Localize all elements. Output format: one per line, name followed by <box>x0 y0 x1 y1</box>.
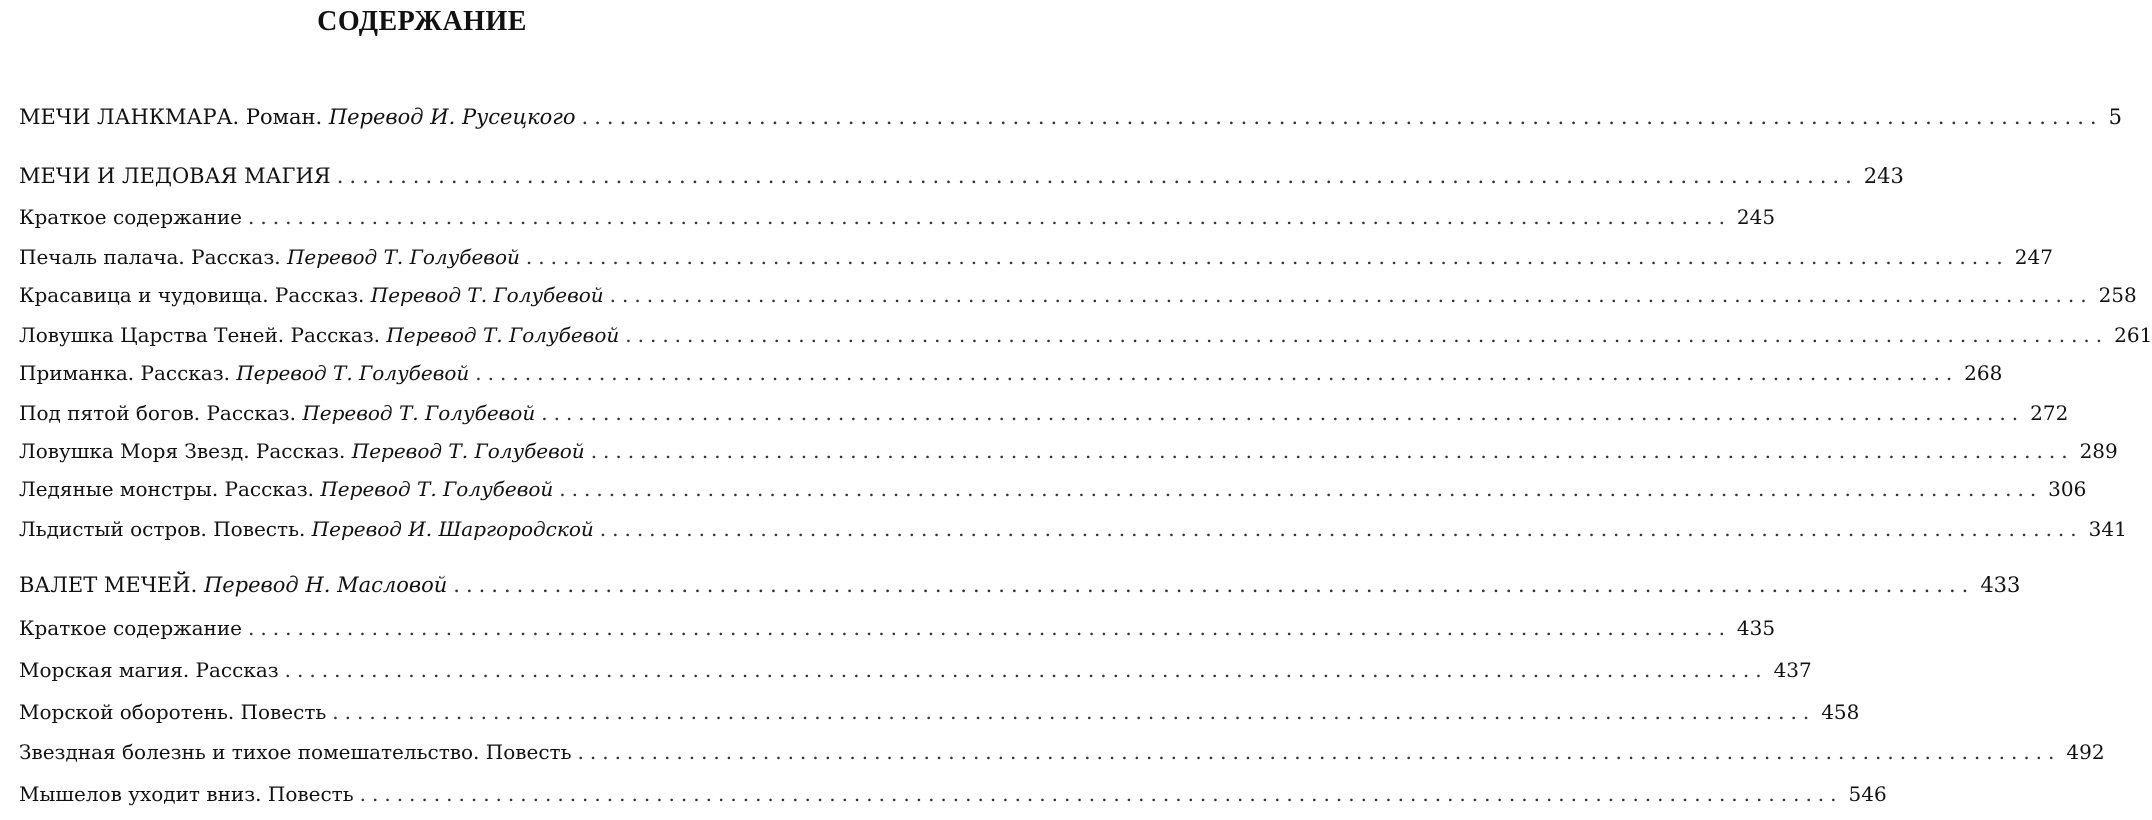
toc-entry[interactable] <box>19 507 2127 541</box>
toc-entry-page-number: 435 <box>1736 616 1776 640</box>
toc-entry-title <box>19 285 604 305</box>
toc-entry[interactable] <box>19 195 1776 229</box>
toc-entry-label: Льдистый остров. Повесть. <box>19 517 312 541</box>
toc-entry-page-number: 458 <box>1821 700 1860 724</box>
toc-entry[interactable] <box>19 96 2122 129</box>
toc-entry-page-number: 437 <box>1773 658 1812 682</box>
toc-entry-label: ВАЛЕТ МЕЧЕЙ. <box>19 573 204 597</box>
toc-entry-title <box>19 107 576 128</box>
dot-leader: ........................................................................................................................ <box>599 517 2083 541</box>
toc-entry-title <box>19 441 585 461</box>
toc-entry-title <box>19 784 354 804</box>
toc-entry-page-number: 272 <box>2030 401 2069 425</box>
dot-leader: ........................................................................................................................ <box>609 283 2093 307</box>
toc-entry-translator: Перевод Т. Голубевой <box>302 401 536 425</box>
toc-entry-label: Морской оборотень. Повесть <box>19 700 327 724</box>
dot-leader: ........................................................................................................................ <box>525 245 2009 269</box>
toc-entry-title <box>19 618 242 638</box>
toc-entry-label: Под пятой богов. Рассказ. <box>19 401 303 425</box>
toc-entry-label: Красавица и чудовища. Рассказ. <box>19 283 371 307</box>
toc-entry-label: Звездная болезнь и тихое помешательство. Повесть <box>19 740 572 764</box>
dot-leader: ........................................................................................................................ <box>625 323 2109 347</box>
toc-entry[interactable] <box>19 564 2021 597</box>
toc-entry-translator: Перевод Т. Голубевой <box>320 477 554 501</box>
dot-leader: ........................................................................................................................ <box>577 740 2061 764</box>
toc-entry[interactable] <box>19 351 2003 385</box>
toc-entry[interactable] <box>19 273 2137 307</box>
dot-leader: ........................................................................................................................ <box>248 616 1731 640</box>
toc-entry-page-number: 258 <box>2098 283 2137 307</box>
toc-entry-title <box>19 479 553 499</box>
toc-entry-translator: Перевод Т. Голубевой <box>236 361 470 385</box>
toc-entry[interactable] <box>19 235 2053 269</box>
dot-leader: ........................................................................................................................ <box>284 658 1768 682</box>
toc-entry-title <box>19 363 469 383</box>
toc-entry-title <box>19 660 279 680</box>
toc-entry-title <box>19 575 447 596</box>
toc-entry-title <box>19 702 326 722</box>
toc-entry-page-number: 261 <box>2114 323 2152 347</box>
toc-entry-label: Приманка. Рассказ. <box>19 361 237 385</box>
toc-entry-translator: Перевод И. Шаргородской <box>311 517 594 541</box>
toc-entry-page-number: 5 <box>2108 105 2122 129</box>
toc-entry-translator: Перевод Т. Голубевой <box>351 439 585 463</box>
toc-entry-page-number: 433 <box>1980 573 2021 597</box>
toc-entry-title <box>19 519 594 539</box>
toc-entry[interactable] <box>19 648 1812 682</box>
dot-leader: ........................................................................................................................ <box>359 782 1843 806</box>
toc-entry-page-number: 289 <box>2079 439 2118 463</box>
toc-entry-translator: Перевод Т. Голубевой <box>286 245 520 269</box>
dot-leader: ........................................................................................................................ <box>581 105 2103 129</box>
dot-leader: ........................................................................................................................ <box>475 361 1959 385</box>
toc-entry-title <box>19 207 242 227</box>
toc-entry-page-number: 243 <box>1863 164 1904 188</box>
toc-entry-label: Краткое содержание <box>19 205 243 229</box>
toc-entry-page-number: 268 <box>1964 361 2003 385</box>
toc-entry-page-number: 492 <box>2066 740 2105 764</box>
toc-entry-translator: Перевод И. Русецкого <box>328 105 576 129</box>
toc-entry[interactable] <box>19 730 2105 764</box>
dot-leader: ........................................................................................................................ <box>248 205 1731 229</box>
toc-entry[interactable] <box>19 772 1887 806</box>
toc-entry-label: Мышелов уходит вниз. Повесть <box>19 782 354 806</box>
dot-leader: ........................................................................................................................ <box>336 164 1858 188</box>
toc-entry-translator: Перевод Н. Масловой <box>203 573 448 597</box>
toc-entry-title <box>19 403 535 423</box>
toc-entry[interactable] <box>19 690 1860 724</box>
toc-entry-label: МЕЧИ И ЛЕДОВАЯ МАГИЯ <box>19 164 331 188</box>
toc-entry-page-number: 245 <box>1736 205 1776 229</box>
page-title: СОДЕРЖАНИЕ <box>317 6 527 37</box>
toc-entry-label: Краткое содержание <box>19 616 243 640</box>
toc-entry[interactable] <box>19 155 1904 188</box>
dot-leader: ........................................................................................................................ <box>590 439 2074 463</box>
toc-entry-title <box>19 166 331 187</box>
toc-entry-label: Морская магия. Рассказ <box>19 658 279 682</box>
toc-entry-translator: Перевод Т. Голубевой <box>370 283 604 307</box>
toc-entry-title <box>19 325 619 345</box>
dot-leader: ........................................................................................................................ <box>453 573 1975 597</box>
toc-entry[interactable] <box>19 606 1776 640</box>
toc-entry-label: Ледяные монстры. Рассказ. <box>19 477 321 501</box>
toc-entry-label: Ловушка Царства Теней. Рассказ. <box>19 323 387 347</box>
toc-entry[interactable] <box>19 429 2118 463</box>
toc-entry-translator: Перевод Т. Голубевой <box>386 323 620 347</box>
toc-entry-label: Ловушка Моря Звезд. Рассказ. <box>19 439 352 463</box>
dot-leader: ........................................................................................................................ <box>541 401 2025 425</box>
toc-entry-page-number: 247 <box>2014 245 2053 269</box>
toc-entry-page-number: 546 <box>1848 782 1887 806</box>
toc-entry[interactable] <box>19 467 2087 501</box>
toc-entry-page-number: 306 <box>2048 477 2087 501</box>
toc-entry[interactable] <box>19 391 2069 425</box>
toc-entry-label: Печаль палача. Рассказ. <box>19 245 287 269</box>
toc-entry-label: МЕЧИ ЛАНКМАРА. Роман. <box>19 105 329 129</box>
toc-entry-page-number: 341 <box>2088 517 2127 541</box>
toc-entry-title <box>19 247 520 267</box>
toc-entry[interactable] <box>19 313 2152 347</box>
toc-entry-title <box>19 742 572 762</box>
dot-leader: ........................................................................................................................ <box>332 700 1816 724</box>
dot-leader: ........................................................................................................................ <box>559 477 2043 501</box>
